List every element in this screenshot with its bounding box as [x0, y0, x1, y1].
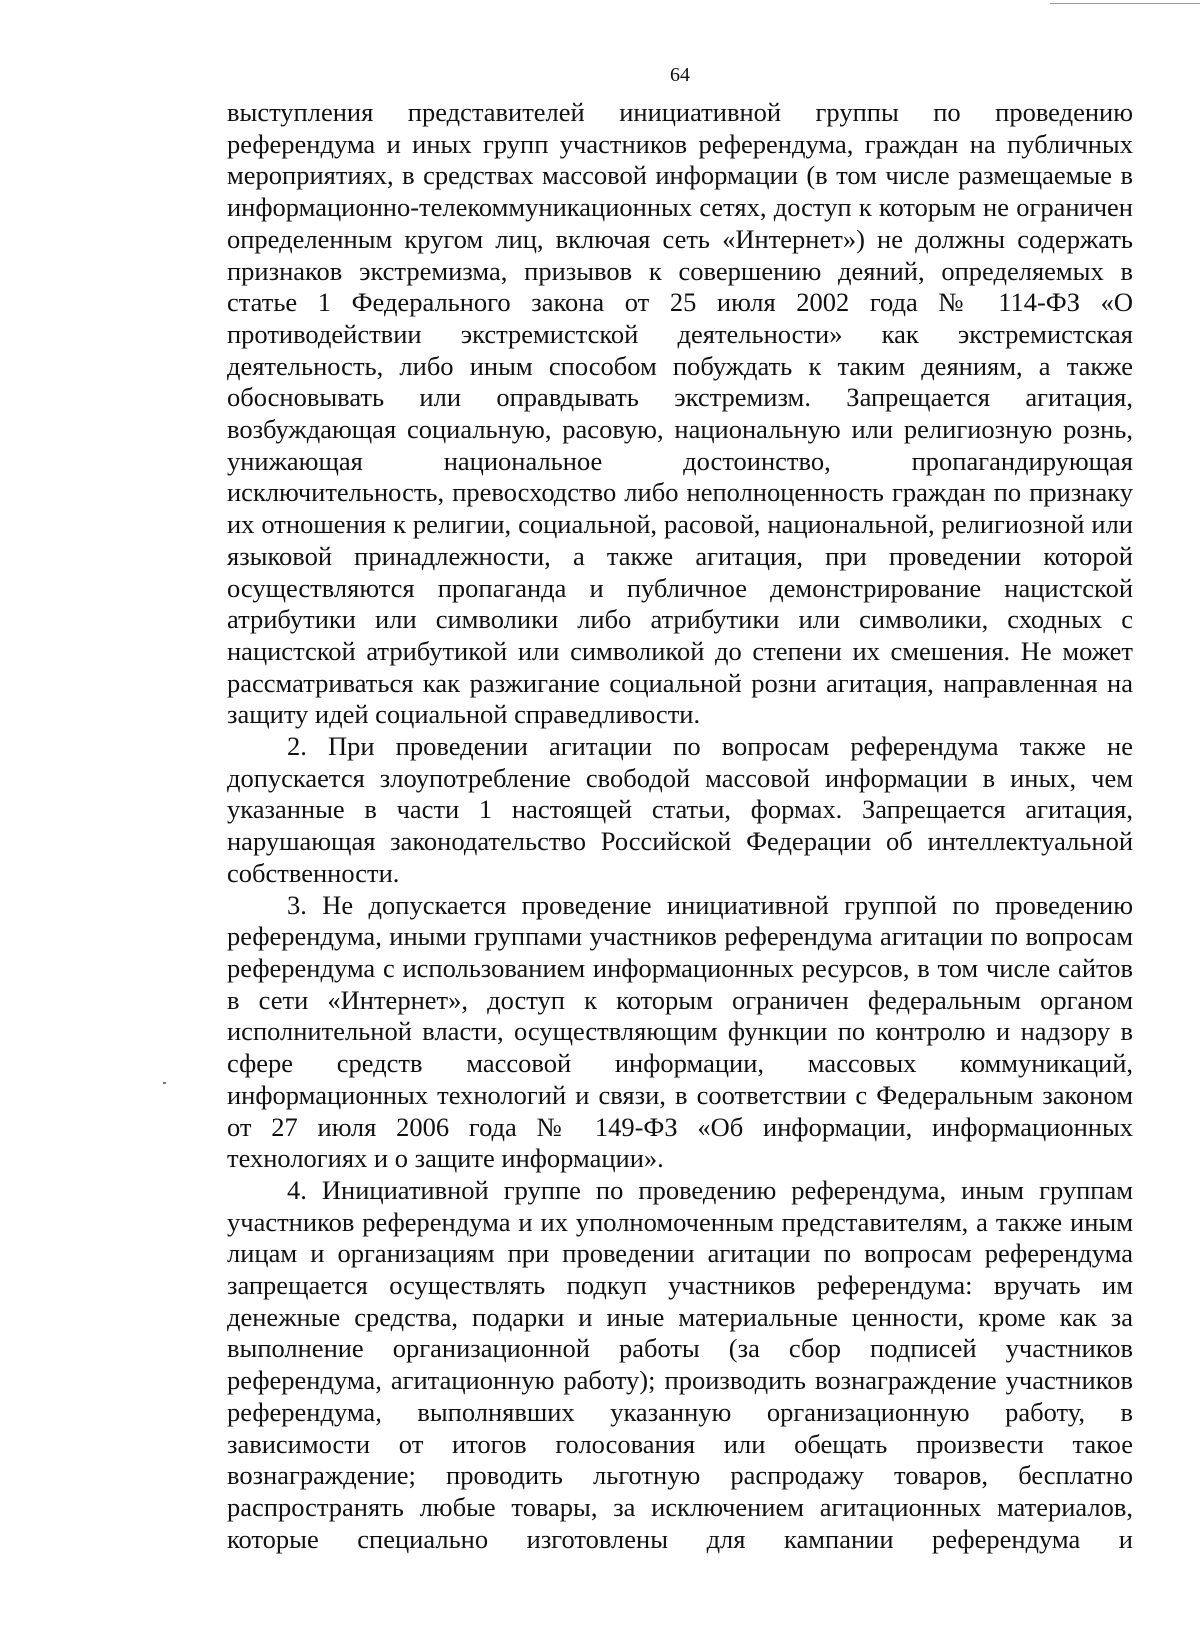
page-number: 64 — [670, 64, 690, 86]
paragraph-4: 4. Инициативной группе по проведению референдума, иным группам участников референдума и их уполномоченным представителям, а также иным лицам и организациям при проведении агитации по вопросам референдума запрещается осуществлять подкуп участников референдума: вручать им денежные средства, подарки и иные материальные ценности, кроме как за выполнение организационной работы (за сбор подписей участников референдума, агитационную работу); производить вознаграждение участников референдума, выполнявших указанную организационную работу, в зависимости от итогов голосования или обещать произвести такое вознаграждение; проводить льготную распродажу товаров, бесплатно распространять любые товары, за исключением агитационных материалов, которые специально изготовлены для кампании референдума и — [227, 1174, 1133, 1554]
scan-top-edge-line — [1050, 3, 1200, 4]
paragraph-3: 3. Не допускается проведение инициативной группой по проведению референдума, иными группами участников референдума агитации по вопросам референдума с использованием информационных ресурсов, в том числе сайтов в сети «Интернет», доступ к которым ограничен федеральным органом исполнительной власти, осуществляющим функции по контролю и надзору в сфере средств массовой информации, массовых коммуникаций, информационных технологий и связи, в соответствии с Федеральным законом от 27 июля 2006 года № 149-ФЗ «Об информации, информационных технологиях и о защите информации». — [227, 889, 1133, 1174]
document-body — [227, 97, 1133, 1555]
paragraph-continuation: выступления представителей инициативной группы по проведению референдума и иных групп участников референдума, граждан на публичных мероприятиях, в средствах массовой информации (в том числе размещаемые в информационно-телекоммуникационных сетях, доступ к которым не ограничен определенным кругом лиц, включая сеть «Интернет») не должны содержать признаков экстремизма, призывов к совершению деяний, определяемых в статье 1 Федерального закона от 25 июля 2002 года № 114-ФЗ «О противодействии экстремистской деятельности» как экстремистская деятельность, либо иным способом побуждать к таким деяниям, а также обосновывать или оправдывать экстремизм. Запрещается агитация, возбуждающая социальную, расовую, национальную или религиозную рознь, унижающая национальное достоинство, пропагандирующая исключительность, превосходство либо неполноценность граждан по признаку их отношения к религии, социальной, расовой, национальной, религиозной или языковой принадлежности, а также агитация, при проведении которой осуществляются пропаганда и публичное демонстрирование нацистской атрибутики или символики либо атрибутики или символики, сходных с нацистской атрибутикой или символикой до степени их смешения. Не может рассматриваться как разжигание социальной розни агитация, направленная на защиту идей социальной справедливости. — [227, 97, 1133, 730]
paragraph-2: 2. При проведении агитации по вопросам референдума также не допускается злоупотребление свободой массовой информации в иных, чем указанные в части 1 настоящей статьи, формах. Запрещается агитация, нарушающая законодательство Российской Федерации об интеллектуальной собственности. — [227, 731, 1133, 888]
scan-speck — [163, 1082, 166, 1084]
